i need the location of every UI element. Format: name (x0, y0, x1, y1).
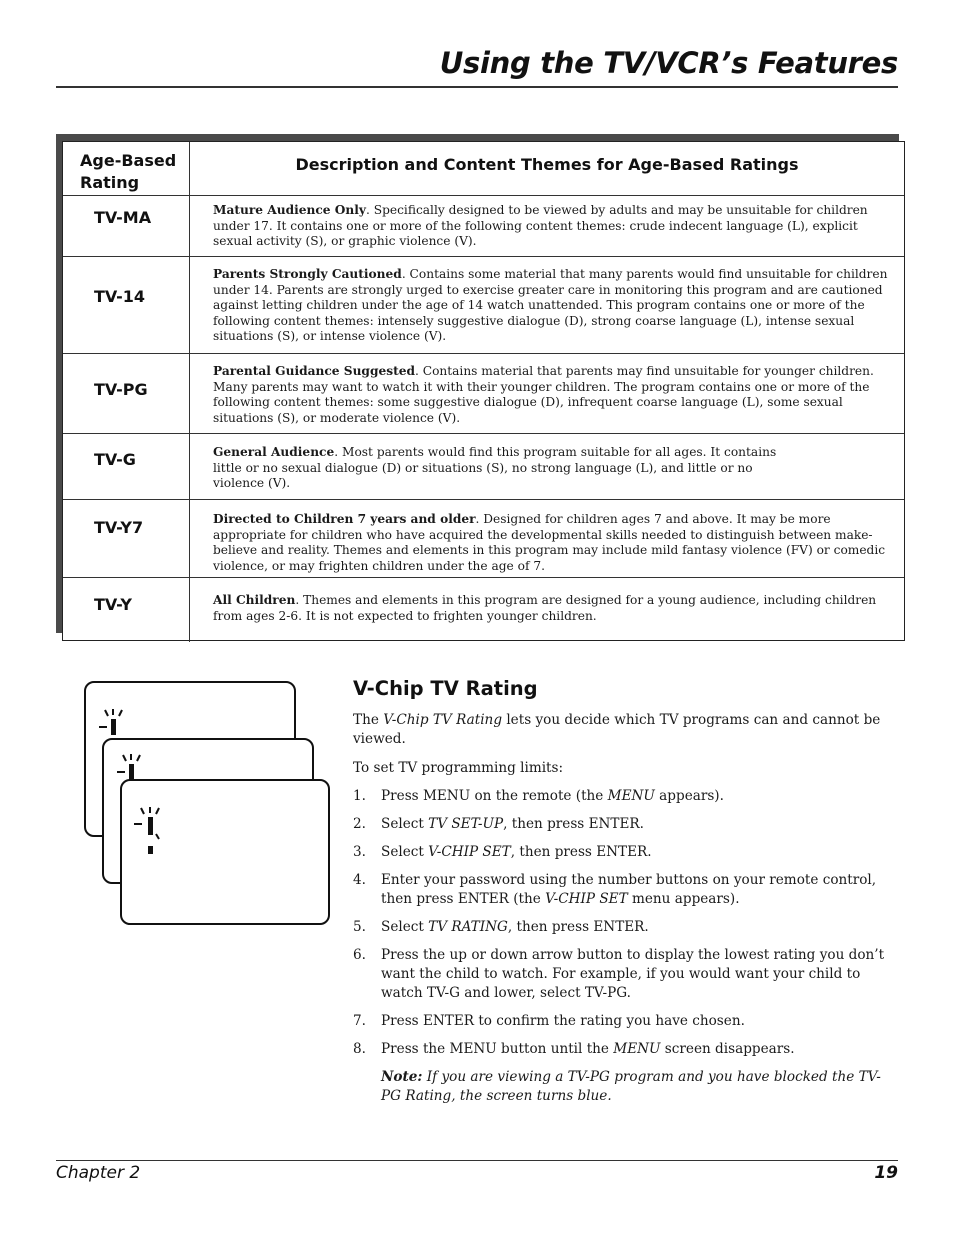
tv-screen-front (120, 779, 330, 925)
table-header-row (63, 142, 904, 196)
col-header-rating: Age-Based Rating (80, 151, 177, 192)
page-header-title: Using the TV/VCR’s Features (439, 46, 898, 80)
table-row (63, 196, 904, 257)
rating-description: General Audience. Most parents would find this program suitable for all ages. It contains little or no sexual dialogue (D) or situations (S), no strong language (L), and little or no violence (V). (213, 445, 777, 491)
table-row (63, 578, 904, 642)
rating-label: TV-G (94, 450, 136, 469)
flashing-indicator-icon (132, 807, 172, 859)
ratings-table (56, 134, 905, 641)
table-row (63, 434, 904, 500)
vchip-intro: The V-Chip TV Rating lets you decide which TV programs can and cannot be viewed. (353, 712, 881, 747)
table-body (62, 141, 905, 641)
rating-label: TV-PG (94, 380, 148, 399)
page-number: 19 (874, 1163, 898, 1183)
table-row (63, 257, 904, 354)
table-row (63, 354, 904, 434)
rating-label: TV-Y (94, 595, 133, 614)
footer-chapter: Chapter 2 (56, 1163, 141, 1183)
header-rule (56, 86, 898, 88)
table-row (63, 500, 904, 578)
vchip-note: Note: If you are viewing a TV-PG program and you have blocked the TV-PG Rating, the screen turns blue. (381, 1069, 881, 1104)
rating-description: All Children. Themes and elements in this program are designed for a young audience, including children from ages 2-6. It is not expected to frighten younger children. (213, 593, 877, 623)
rating-description: Mature Audience Only. Specifically designed to be viewed by adults and may be unsuitable for children under 17. It contains one or more of the following content themes: crude indecent language (L), explicit sexual activity (S), or graphic violence (V). (213, 203, 868, 249)
tv-screens-illustration (82, 680, 334, 925)
vchip-lead: To set TV programming limits: (353, 760, 564, 776)
rating-label: TV-Y7 (94, 518, 144, 537)
vchip-section-title: V-Chip TV Rating (353, 677, 538, 700)
rating-description: Directed to Children 7 years and older. Designed for children ages 7 and above. It may be more appropriate for children who have acquired the developmental skills needed to distinguish between make-believe and reality. Themes and elements in this program may include mild fantasy violence (FV) or comedic violence, or may frighten children under the age of 7. (213, 512, 886, 573)
col-header-description: Description and Content Themes for Age-Based Ratings (295, 155, 799, 174)
rating-description: Parents Strongly Cautioned. Contains some material that many parents would find unsuitable for children under 14. Parents are strongly urged to exercise greater care in monitoring this program and are cautioned against letting children under the age of 14 watch unattended. This program contains one or more of the following content themes: intensely suggestive dialogue (D), strong coarse language (L), intense sexual situations (S), or intense violence (V). (213, 267, 888, 344)
rating-label: TV-MA (94, 208, 152, 227)
rating-description: Parental Guidance Suggested. Contains material that parents may find unsuitable for younger children. Many parents may want to watch it with their younger children. The program contains one or more of the following content themes: some suggestive dialogue (D), infrequent coarse language (L), some sexual situations (S), or moderate violence (V). (213, 364, 874, 425)
footer-rule (56, 1160, 898, 1161)
rating-label: TV-14 (94, 287, 146, 306)
